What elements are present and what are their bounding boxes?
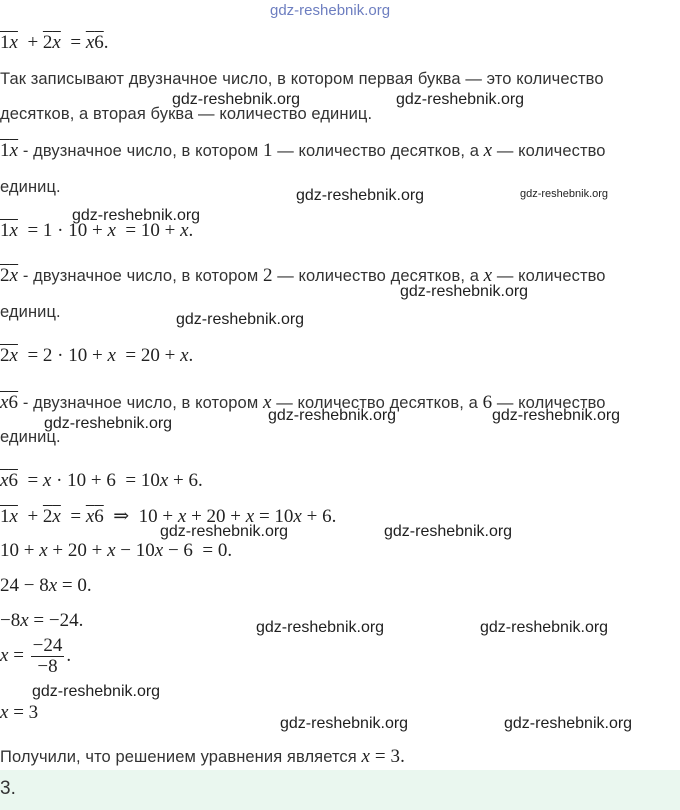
watermark: gdz-reshebnik.org [268,407,397,424]
units-line-1: единиц. [0,178,61,196]
watermark: gdz-reshebnik.org [400,283,529,300]
equation-2x: 2x = 2 · 10 + x = 20 + x. [0,345,194,366]
answer-bar [0,770,680,810]
watermark: gdz-reshebnik.org [160,523,289,540]
watermark: gdz-reshebnik.org [256,619,385,636]
equation-collect: 10 + x + 20 + x − 10x − 6 = 0. [0,540,233,561]
watermark: gdz-reshebnik.org [396,91,525,108]
answer-label: 3. [0,778,16,799]
equation-result: x = 3 [0,702,39,723]
equation-substitution: 1x + 2x = x6 ⇒ 10 + x + 20 + x = 10x + 6. [0,506,337,527]
equation-simplified: 24 − 8x = 0. [0,575,92,596]
watermark: gdz-reshebnik.org [504,715,633,732]
equation-1x: 1x = 1 · 10 + x = 10 + x. [0,220,194,241]
units-line-2: единиц. [0,303,61,321]
conclusion: Получили, что решением уравнения является x = 3. [0,746,405,767]
description-2x: 2x - двузначное число, в котором 2 — количество десятков, а x — количество [0,265,606,286]
watermark: gdz-reshebnik.org [296,187,425,204]
watermark: gdz-reshebnik.org [480,619,609,636]
watermark: gdz-reshebnik.org [384,523,513,540]
equation-isolate: −8x = −24. [0,610,84,631]
description-x6: x6 - двузначное число, в котором x — количество десятков, а 6 — количество [0,392,606,413]
equation-fraction: x = $\frac{-24}{-8}$ . [0,635,72,677]
watermark: gdz-reshebnik.org [492,407,621,424]
watermark: gdz-reshebnik.org [520,188,609,200]
units-line-3: единиц. [0,428,61,446]
intro-line-1: Так записывают двузначное число, в котором первая буква — это количество [0,70,604,88]
watermark: gdz-reshebnik.org [280,715,409,732]
watermark: gdz-reshebnik.org [32,683,161,700]
equation-overline-sum: 1x + 2x = x6. [0,32,109,53]
watermark: gdz-reshebnik.org [72,207,201,224]
watermark: gdz-reshebnik.org [172,91,301,108]
intro-line-2: десятков, а вторая буква — количество единиц. [0,105,373,123]
equation-x6: x6 = x · 10 + 6 = 10x + 6. [0,470,203,491]
watermark: gdz-reshebnik.org [176,311,305,328]
watermark: gdz-reshebnik.org [44,415,173,432]
description-1x: 1x - двузначное число, в котором 1 — количество десятков, а x — количество [0,140,606,161]
watermark-top: gdz-reshebnik.org [270,2,391,19]
